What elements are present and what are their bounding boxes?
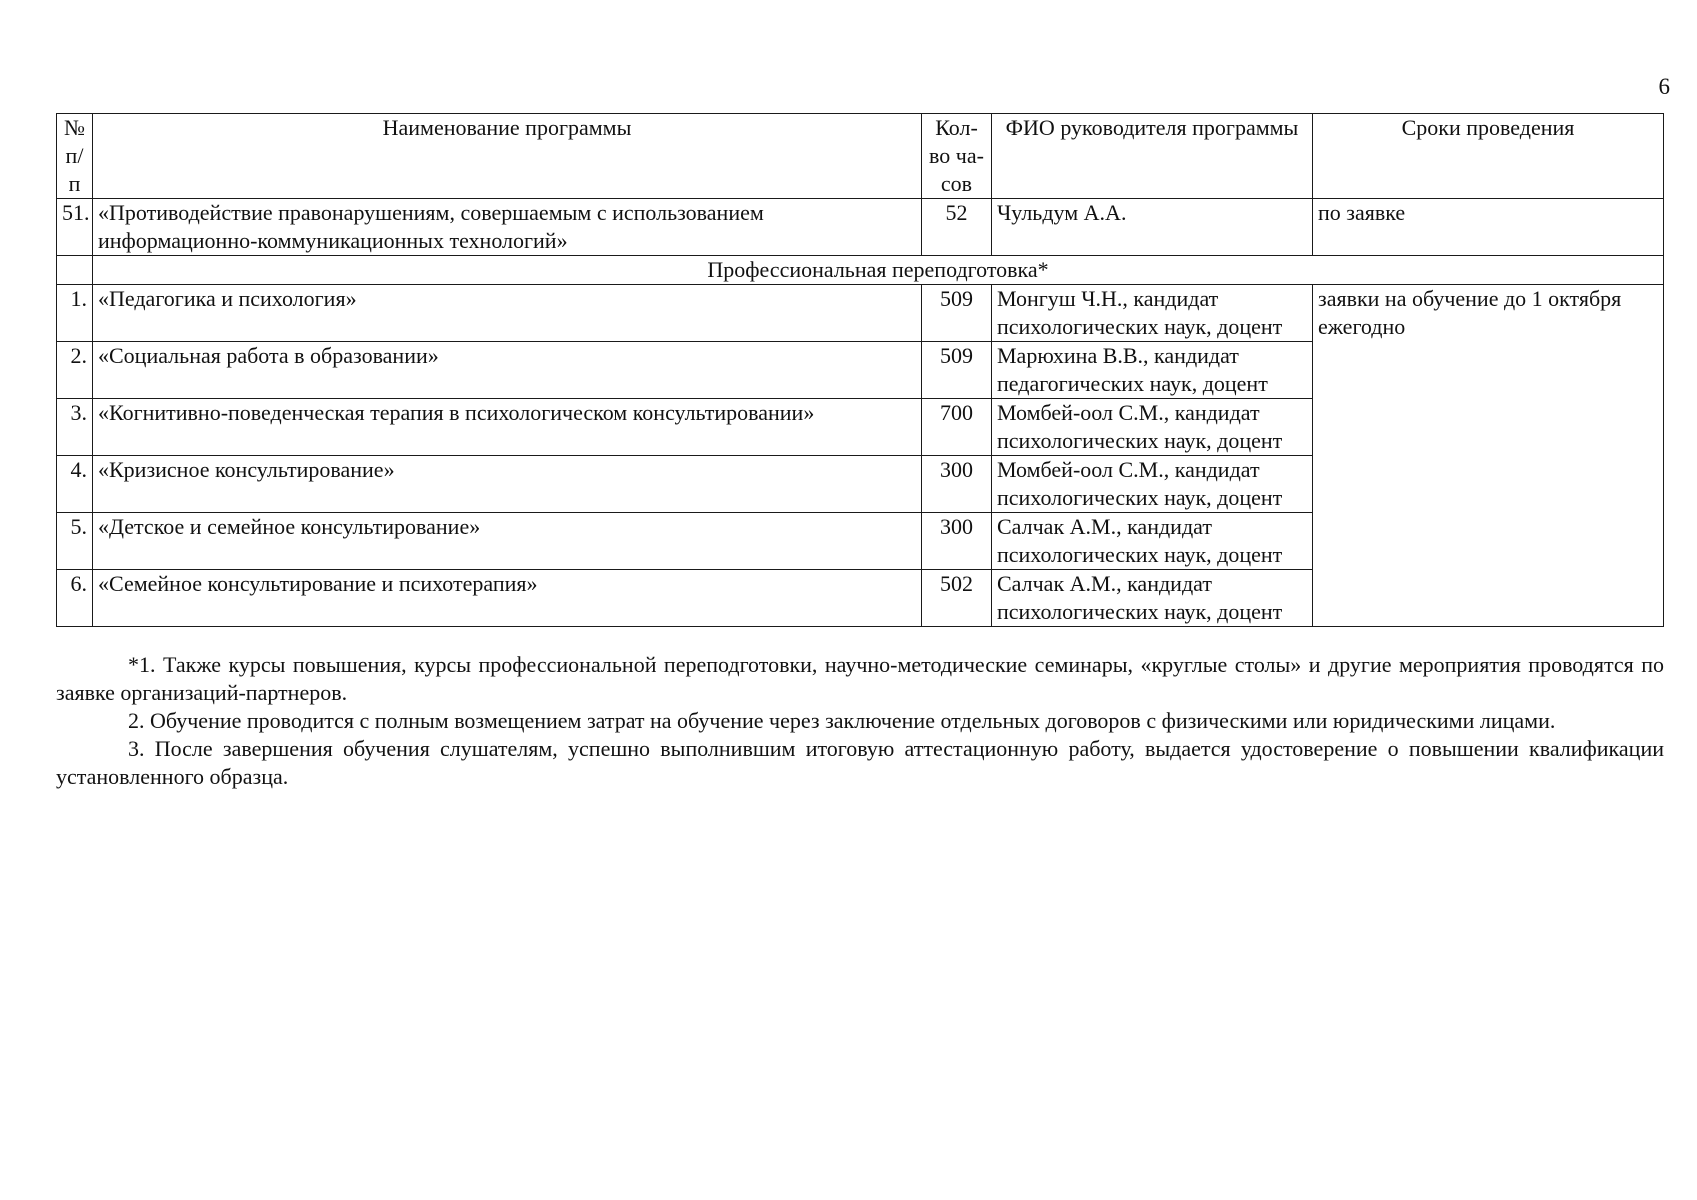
row-head: Марюхина В.В., кандидат педагогических наук, доцент	[992, 342, 1313, 399]
row-hours: 52	[922, 199, 992, 256]
row-name: «Семейное консультирование и психотерапия»	[93, 570, 922, 627]
row-num: 2.	[57, 342, 93, 399]
row-dates: по заявке	[1313, 199, 1664, 256]
row-num: 3.	[57, 399, 93, 456]
row-head: Салчак А.М., кандидат психологических наук, доцент	[992, 513, 1313, 570]
row-hours: 509	[922, 285, 992, 342]
footnote-1: *1. Также курсы повышения, курсы профессиональной переподготовки, научно-методические семинары, «круглые столы» и другие мероприятия проводятся по заявке организаций-партнеров.	[56, 652, 1664, 705]
row-hours: 502	[922, 570, 992, 627]
footnotes	[56, 651, 1664, 791]
row-name: «Противодействие правонарушениям, совершаемым с использованием информационно-коммуникационных технологий»	[93, 199, 922, 256]
row-num: 5.	[57, 513, 93, 570]
table-header-row	[57, 114, 1664, 199]
header-name: Наименование программы	[93, 114, 922, 199]
row-head: Салчак А.М., кандидат психологических наук, доцент	[992, 570, 1313, 627]
row-name: «Когнитивно-поведенческая терапия в психологическом консультировании»	[93, 399, 922, 456]
row-name: «Педагогика и психология»	[93, 285, 922, 342]
row-hours: 300	[922, 513, 992, 570]
row-num: 1.	[57, 285, 93, 342]
section-dates: заявки на обучение до 1 октября ежегодно	[1313, 285, 1664, 627]
row-hours: 509	[922, 342, 992, 399]
header-num: № п/п	[57, 114, 93, 199]
row-head: Момбей-оол С.М., кандидат психологических наук, доцент	[992, 456, 1313, 513]
section-title: Профессиональная переподготовка*	[93, 256, 1664, 285]
row-head: Момбей-оол С.М., кандидат психологических наук, доцент	[992, 399, 1313, 456]
row-num: 6.	[57, 570, 93, 627]
row-name: «Детское и семейное консультирование»	[93, 513, 922, 570]
row-head: Чульдум А.А.	[992, 199, 1313, 256]
header-dates: Сроки проведения	[1313, 114, 1664, 199]
section-row	[57, 256, 1664, 285]
row-head: Монгуш Ч.Н., кандидат психологических наук, доцент	[992, 285, 1313, 342]
row-num: 4.	[57, 456, 93, 513]
table-row	[57, 285, 1664, 342]
row-name: «Кризисное консультирование»	[93, 456, 922, 513]
row-hours: 300	[922, 456, 992, 513]
footnote-3: 3. После завершения обучения слушателям, успешно выполнившим итоговую аттестационную работу, выдается удостоверение о повышении квалификации установленного образца.	[56, 736, 1664, 789]
program-table	[56, 113, 1664, 627]
row-hours: 700	[922, 399, 992, 456]
row-name: «Социальная работа в образовании»	[93, 342, 922, 399]
table-row	[57, 199, 1664, 256]
footnote-2: 2. Обучение проводится с полным возмещением затрат на обучение через заключение отдельных договоров с физическими или юридическими лицами.	[128, 708, 1556, 733]
section-num-cell	[57, 256, 93, 285]
page-number: 6	[1658, 74, 1670, 99]
header-hours: Кол-во ча-сов	[922, 114, 992, 199]
row-num: 51.	[57, 199, 93, 256]
header-head: ФИО руководителя программы	[992, 114, 1313, 199]
